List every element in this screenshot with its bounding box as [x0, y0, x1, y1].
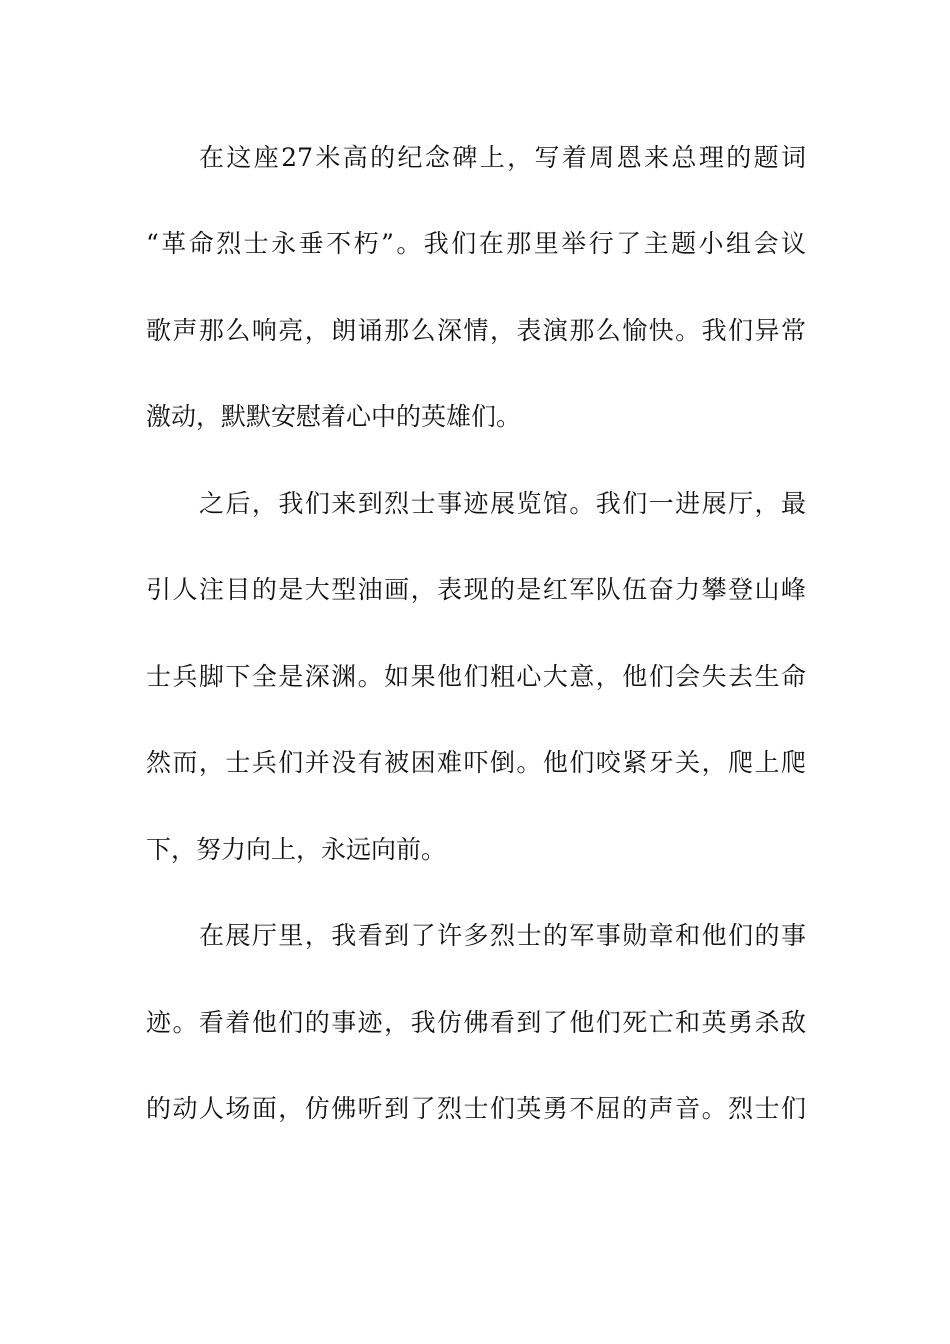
- paragraph-3-line-3: 的动人场面，仿佛听到了烈士们英勇不屈的声音。烈士们: [146, 1094, 806, 1123]
- paragraph-2-line-1: 之后，我们来到烈士事迹展览馆。我们一进展厅，最: [199, 489, 806, 518]
- paragraph-1-line-4: 激动，默默安慰着心中的英雄们。: [146, 402, 522, 431]
- paragraph-1-line-3: 歌声那么响亮，朗诵那么深情，表演那么愉快。我们异常: [146, 316, 806, 345]
- paragraph-2-line-4: 然而，士兵们并没有被困难吓倒。他们咬紧牙关，爬上爬: [146, 748, 806, 777]
- paragraph-3-line-2: 迹。看着他们的事迹，我仿佛看到了他们死亡和英勇杀敌: [146, 1008, 806, 1037]
- paragraph-2-line-5: 下，努力向上，永远向前。: [146, 835, 447, 864]
- paragraph-2-line-2: 引人注目的是大型油画，表现的是红军队伍奋力攀登山峰: [146, 575, 806, 604]
- paragraph-1-line-1: 在这座27米高的纪念碑上，写着周恩来总理的题词: [199, 143, 806, 172]
- paragraph-1-line-2: “革命烈士永垂不朽”。我们在那里举行了主题小组会议: [146, 229, 806, 258]
- paragraph-3-line-1: 在展厅里，我看到了许多烈士的军事勋章和他们的事: [199, 921, 806, 950]
- paragraph-2-line-3: 士兵脚下全是深渊。如果他们粗心大意，他们会失去生命: [146, 662, 806, 691]
